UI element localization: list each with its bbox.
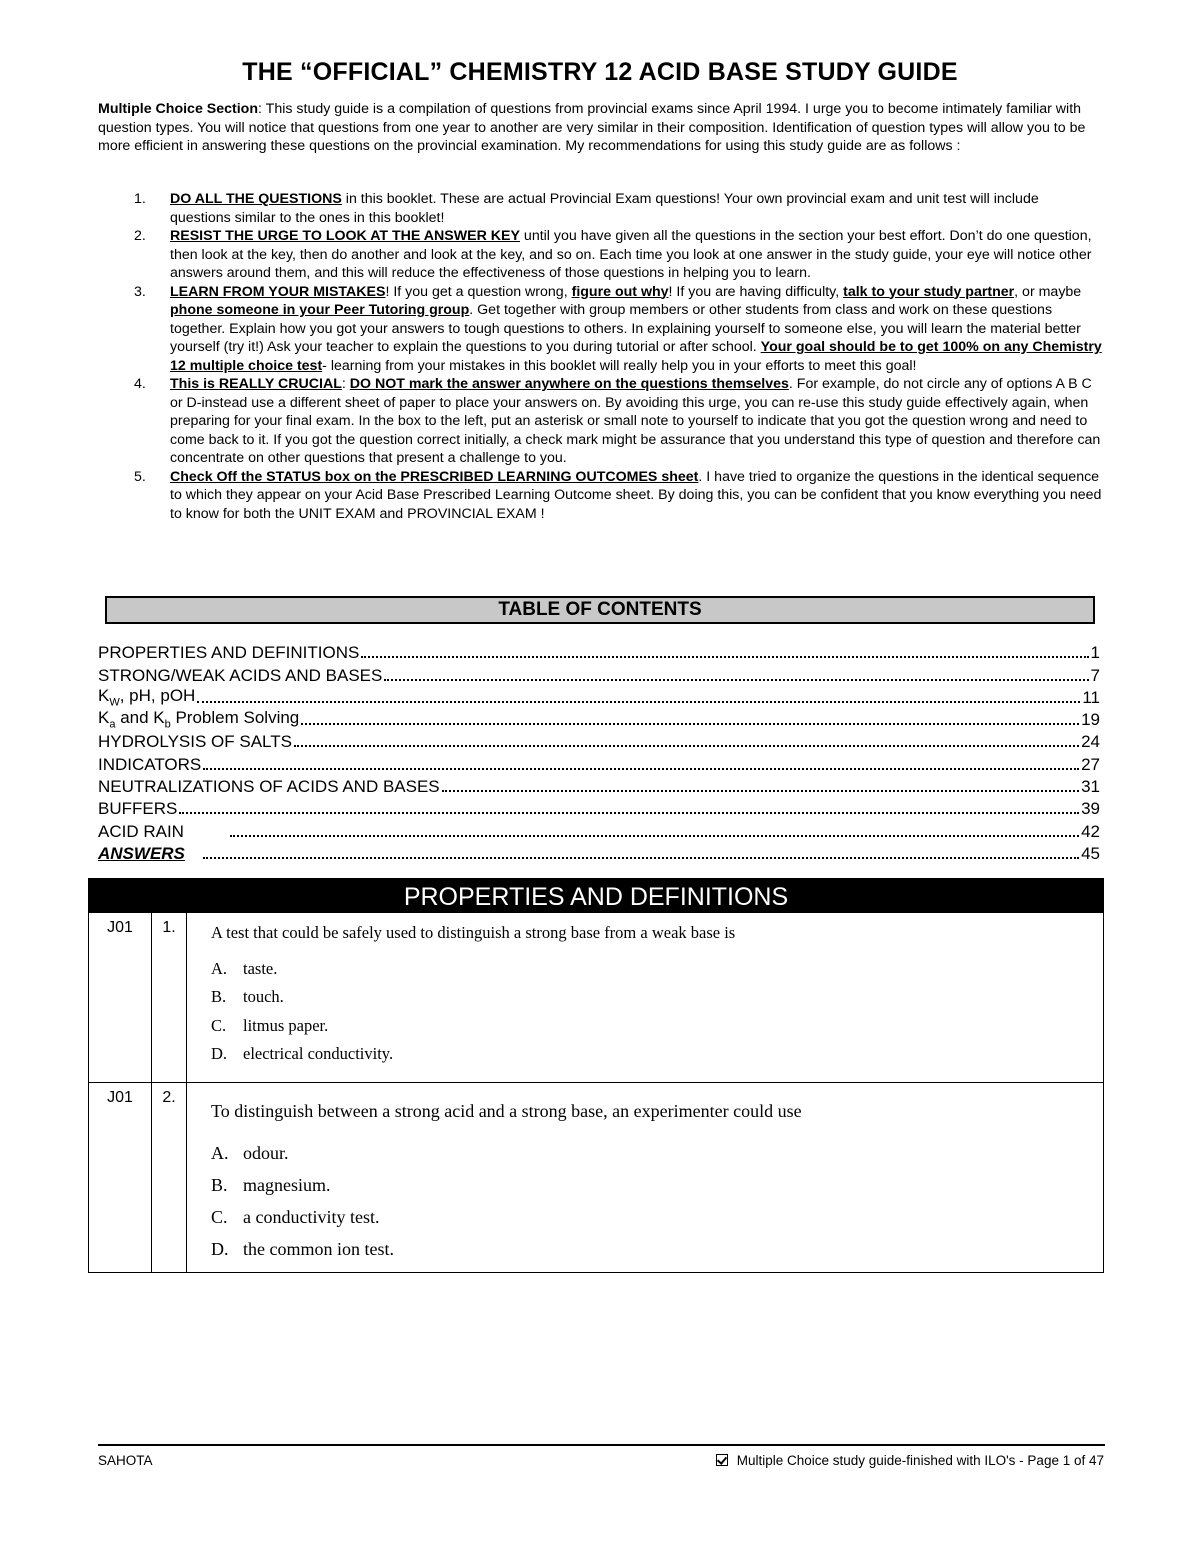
toc-entry[interactable]: [98, 819, 1100, 841]
question-number[interactable]: 1.: [152, 913, 187, 1082]
item-text: , or maybe: [1014, 283, 1082, 300]
answer-option: [211, 1239, 394, 1260]
dot-leader: [301, 723, 1079, 725]
toc-entry[interactable]: [98, 775, 1100, 797]
option-text: electrical conductivity.: [243, 1044, 394, 1063]
label-part: K: [98, 707, 110, 727]
item-text: until you have given all the questions in the section your best effort. Don’t do one question, then look at the key, then do another and look at the key, and so on. Each time you look at one answer in the study guide, your eye will notice other answers around them, and this will reduce the effectiveness of those questions in helping you to learn.: [170, 228, 1092, 281]
toc-label: BUFFERS: [98, 799, 178, 819]
toc-entry[interactable]: [98, 730, 1100, 752]
option-letter: B.: [211, 1175, 228, 1195]
toc-label: [98, 708, 299, 730]
dot-leader: [361, 656, 1088, 658]
option-text: touch.: [243, 987, 284, 1006]
dot-leader: [179, 812, 1079, 814]
toc-page: 24: [1081, 732, 1100, 752]
dot-leader: [230, 835, 1079, 837]
label-part: , pH, pOH: [119, 685, 196, 705]
dot-leader: [203, 768, 1079, 770]
label-part: K: [98, 685, 110, 705]
toc-label: NEUTRALIZATIONS OF ACIDS AND BASES: [98, 777, 440, 797]
toc-page: 11: [1082, 687, 1100, 707]
answer-option: [211, 1175, 331, 1196]
item-text: . For example, do not circle any of options A B C or D-instead use a different sheet of paper to place your answers on. By avoiding this urge, you can re-use this study guide effectively again, when preparing for your final exam. In the box to the left, put an asterisk or small note to yourself to indicate that you got the question wrong and need to come back to it. If you got the question correct initially, a check mark might be assurance that you understand this type of question and therefore can concentrate on other questions that present a challenge to you.: [170, 376, 1101, 466]
item-text: - learning from your mistakes in this booklet will really help you in your efforts to meet this goal!: [322, 357, 917, 374]
question-stem: A test that could be safely used to distinguish a strong base from a weak base is: [211, 923, 736, 942]
option-letter: D.: [211, 1044, 228, 1063]
answer-option: [211, 959, 277, 979]
recommendation-item: [98, 468, 1103, 524]
answer-option: [211, 1044, 393, 1064]
toc-page: 31: [1081, 777, 1100, 797]
item-number: 2.: [134, 228, 146, 244]
question-code: J01: [89, 1083, 152, 1272]
item-text: in this booklet. These are actual Provincial Exam questions! Your own provincial exam and unit test will include questions similar to the ones in this booklet!: [170, 191, 1039, 226]
toc-entry[interactable]: [98, 842, 1100, 864]
table-of-contents: [98, 641, 1100, 864]
toc-label: INDICATORS: [98, 754, 202, 774]
emphasis: RESIST THE URGE TO LOOK AT THE ANSWER KEY: [170, 228, 520, 244]
option-text: magnesium.: [243, 1175, 331, 1195]
recommendation-item: [98, 227, 1103, 283]
intro-lead: Multiple Choice Section: [98, 101, 259, 117]
emphasis: LEARN FROM YOUR MISTAKES: [170, 283, 386, 300]
option-text: the common ion test.: [243, 1239, 394, 1259]
question-row: [89, 913, 1103, 1083]
toc-page: 19: [1081, 710, 1100, 730]
checkbox-icon: [716, 1454, 728, 1466]
label-subscript: b: [164, 718, 171, 731]
dot-leader: [384, 679, 1088, 681]
emphasis: Your goal should be to get 100% on any Chemistry 12 multiple choice test: [170, 339, 1102, 374]
option-letter: C.: [211, 1207, 228, 1227]
emphasis: DO ALL THE QUESTIONS: [170, 191, 342, 207]
toc-entry[interactable]: [98, 641, 1100, 663]
question-number[interactable]: 2.: [152, 1083, 187, 1272]
toc-label: HYDROLYSIS OF SALTS: [98, 732, 292, 752]
intro-text: : This study guide is a compilation of questions from provincial exams since April 1994. I urge you to become intimately familiar with question types. You will notice that questions from one year to another are very similar in their composition. Identification of question types will allow you to be more efficient in answering these questions on the provincial examination. My recommendations for using this study guide are as follows :: [98, 101, 1086, 154]
emphasis: figure out why: [571, 283, 669, 300]
recommendation-item: [98, 375, 1103, 468]
footer-page-text: Multiple Choice study guide-finished with ILO's - Page 1 of 47: [736, 1453, 1104, 1468]
item-number: 3.: [134, 283, 146, 300]
intro-paragraph: [98, 100, 1103, 156]
answer-option: [211, 987, 284, 1007]
item-text: . Get together with group members or other students from class and work on these questions together. Explain how you got your answers to tough questions to others. In explaining yourself to someone else, you will learn the material better yourself (try it!) Ask your teacher to explain the questions to you during tutorial or after school.: [170, 302, 1081, 355]
label-subscript: W: [109, 695, 120, 708]
option-letter: A.: [211, 1143, 229, 1163]
toc-label: ANSWERS: [98, 843, 185, 863]
footer-page-info: [716, 1453, 1104, 1468]
toc-heading: TABLE OF CONTENTS: [105, 596, 1095, 624]
toc-label: [98, 686, 195, 708]
document-title: THE “OFFICIAL” CHEMISTRY 12 ACID BASE STUDY GUIDE: [242, 58, 958, 86]
option-text: a conductivity test.: [243, 1207, 380, 1227]
toc-page: 45: [1081, 843, 1100, 863]
option-letter: C.: [211, 1016, 227, 1035]
toc-label: STRONG/WEAK ACIDS AND BASES: [98, 665, 383, 685]
footer-divider: [98, 1444, 1105, 1446]
question-stem: To distinguish between a strong acid and a strong base, an experimenter could use: [211, 1101, 802, 1121]
item-number: 4.: [134, 376, 146, 392]
option-text: odour.: [243, 1143, 289, 1163]
item-text: ! If you are having difficulty,: [668, 283, 844, 300]
toc-entry[interactable]: [98, 686, 1100, 708]
item-number: 1.: [134, 191, 146, 207]
dot-leader: [197, 701, 1080, 703]
emphasis: DO NOT mark the answer anywhere on the questions themselves: [349, 376, 789, 392]
emphasis: REALLY CRUCIAL: [218, 376, 342, 392]
recommendations-list: [98, 190, 1103, 523]
answer-option: [211, 1016, 328, 1036]
option-text: litmus paper.: [243, 1016, 329, 1035]
answer-option: [211, 1207, 379, 1228]
option-text: taste.: [243, 959, 278, 978]
emphasis: talk to your study partner: [843, 283, 1015, 300]
section-heading: PROPERTIES AND DEFINITIONS: [89, 879, 1103, 913]
toc-page: 1: [1090, 643, 1100, 663]
toc-page: 7: [1090, 665, 1100, 685]
option-letter: B.: [211, 987, 227, 1006]
dot-leader: [203, 857, 1079, 859]
footer-author: SAHOTA: [98, 1453, 153, 1468]
item-text: ! If you get a question wrong,: [385, 283, 572, 300]
toc-entry[interactable]: [98, 708, 1100, 730]
toc-label: ACID RAIN: [98, 821, 184, 841]
toc-entry[interactable]: [98, 797, 1100, 819]
recommendation-item: [98, 190, 1103, 227]
emphasis: phone someone in your Peer Tutoring group: [170, 302, 470, 318]
toc-label: PROPERTIES AND DEFINITIONS: [98, 643, 360, 663]
option-letter: D.: [211, 1239, 229, 1259]
label-subscript: a: [109, 718, 116, 731]
answer-option: [211, 1143, 289, 1164]
question-row: [89, 1083, 1103, 1272]
emphasis: This is: [170, 376, 219, 392]
item-text: :: [341, 376, 350, 392]
toc-entry[interactable]: [98, 663, 1100, 685]
question-code: J01: [89, 913, 152, 1082]
label-part: Problem Solving: [170, 707, 300, 727]
toc-page: 39: [1081, 799, 1100, 819]
question-section: [88, 878, 1104, 1273]
option-letter: A.: [211, 959, 228, 978]
recommendation-item: [98, 283, 1103, 376]
label-part: and K: [115, 707, 165, 727]
dot-leader: [294, 745, 1079, 747]
item-text: . I have tried to organize the questions in the identical sequence to which they appear on your Acid Base Prescribed Learning Outcome sheet. By doing this, you can be confident that you know everything you need to know for both the UNIT EXAM and PROVINCIAL EXAM !: [170, 468, 1102, 522]
toc-entry[interactable]: [98, 752, 1100, 774]
item-number: 5.: [134, 468, 146, 485]
toc-page: 42: [1081, 821, 1100, 841]
emphasis: Check Off the STATUS box on the PRESCRIBED LEARNING OUTCOMES sheet: [170, 468, 699, 485]
dot-leader: [442, 790, 1079, 792]
toc-page: 27: [1081, 754, 1100, 774]
